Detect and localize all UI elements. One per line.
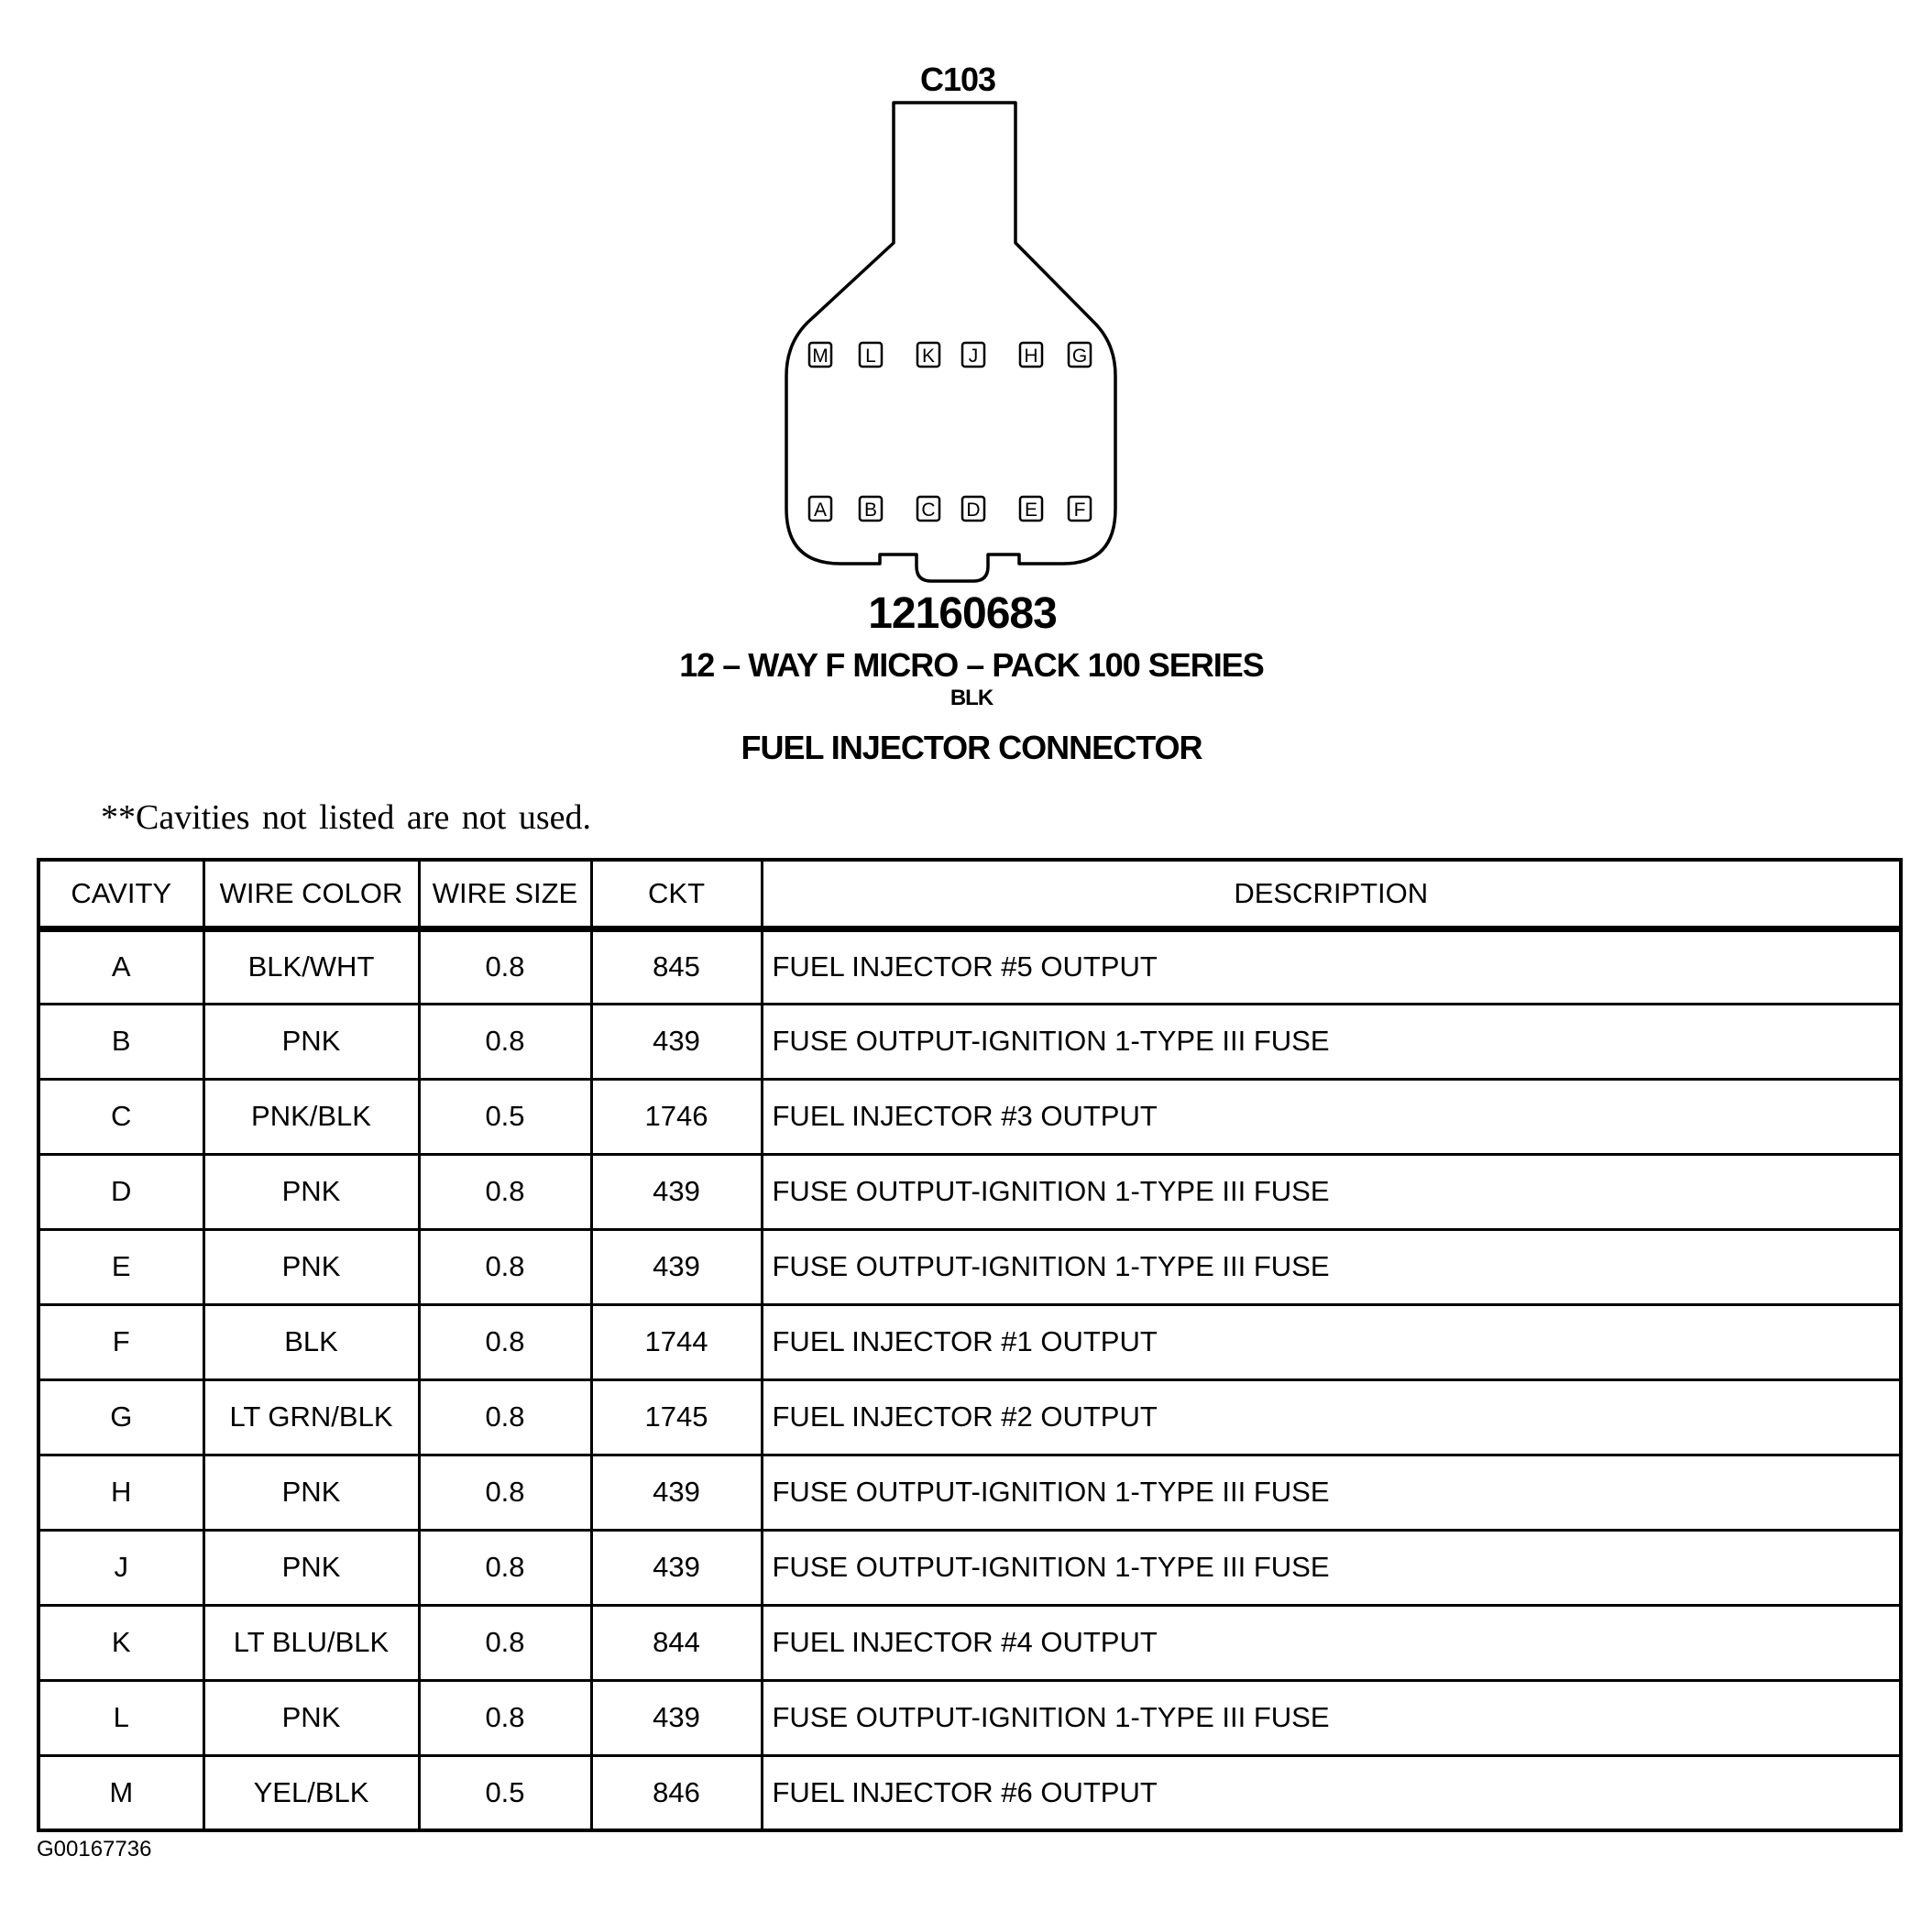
cell-wire-size: 0.8	[419, 1154, 591, 1229]
connector-body-outline	[786, 103, 1115, 581]
cavity-marker	[962, 343, 984, 367]
cavity-marker	[1020, 497, 1042, 521]
table-row	[38, 928, 1901, 1004]
bottom-cavity-row	[809, 497, 1091, 521]
table-row	[38, 1455, 1901, 1530]
cell-ckt: 439	[591, 1004, 762, 1079]
cell-ckt: 439	[591, 1154, 762, 1229]
cell-cavity: D	[38, 1154, 203, 1229]
cell-wire-color: BLK/WHT	[203, 928, 419, 1004]
cell-ckt: 439	[591, 1680, 762, 1755]
part-number-label: 12160683	[868, 589, 1057, 638]
cell-cavity: A	[38, 928, 203, 1004]
cell-wire-size: 0.8	[419, 1379, 591, 1455]
table-row	[38, 1004, 1901, 1079]
header-wire-size: WIRE SIZE	[419, 860, 591, 928]
cavity-marker	[1020, 343, 1042, 367]
cavity-marker	[809, 343, 831, 367]
cell-description: FUEL INJECTOR #4 OUTPUT	[762, 1605, 1901, 1680]
cavity-letter: L	[865, 346, 876, 367]
table-body	[38, 928, 1901, 1830]
header-wire-color: WIRE COLOR	[203, 860, 419, 928]
cell-wire-size: 0.8	[419, 1004, 591, 1079]
table-row	[38, 1379, 1901, 1455]
cell-ckt: 1746	[591, 1079, 762, 1154]
top-cavity-row	[809, 343, 1091, 367]
cell-wire-size: 0.5	[419, 1755, 591, 1830]
connector-id-label: C103	[919, 60, 996, 98]
cell-description: FUSE OUTPUT-IGNITION 1-TYPE III FUSE	[762, 1229, 1901, 1304]
cell-ckt: 439	[591, 1229, 762, 1304]
cell-cavity: F	[38, 1304, 203, 1379]
cell-cavity: C	[38, 1079, 203, 1154]
cavity-marker	[809, 497, 831, 521]
cell-description: FUSE OUTPUT-IGNITION 1-TYPE III FUSE	[762, 1680, 1901, 1755]
cavity-letter: C	[921, 500, 936, 521]
cavity-marker	[860, 343, 882, 367]
cavity-letter: H	[1024, 346, 1038, 367]
cell-wire-color: PNK	[203, 1004, 419, 1079]
cell-description: FUEL INJECTOR #5 OUTPUT	[762, 928, 1901, 1004]
connector-series-label: 12 – WAY F MICRO – PACK 100 SERIES	[679, 646, 1264, 684]
cavity-marker	[1069, 343, 1091, 367]
cavity-pinout-table	[37, 858, 1903, 1832]
cell-description: FUEL INJECTOR #6 OUTPUT	[762, 1755, 1901, 1830]
cavity-letter: J	[968, 346, 979, 367]
cell-cavity: H	[38, 1455, 203, 1530]
table-row	[38, 1605, 1901, 1680]
connector-name-label: FUEL INJECTOR CONNECTOR	[741, 729, 1202, 766]
table-header-row	[38, 860, 1901, 928]
cell-description: FUSE OUTPUT-IGNITION 1-TYPE III FUSE	[762, 1004, 1901, 1079]
cell-description: FUEL INJECTOR #2 OUTPUT	[762, 1379, 1901, 1455]
table-row	[38, 1229, 1901, 1304]
cavity-letter: E	[1024, 500, 1038, 521]
cell-wire-color: PNK	[203, 1680, 419, 1755]
cavity-marker	[962, 497, 984, 521]
cell-wire-color: PNK	[203, 1530, 419, 1605]
header-cavity: CAVITY	[38, 860, 203, 928]
cavity-marker	[1069, 497, 1091, 521]
header-ckt: CKT	[591, 860, 762, 928]
cavity-letter: G	[1071, 346, 1088, 367]
table-row	[38, 1079, 1901, 1154]
figure-id-label: G00167736	[37, 1837, 152, 1862]
cavity-letter: D	[966, 500, 981, 521]
cell-wire-color: PNK	[203, 1154, 419, 1229]
cell-description: FUSE OUTPUT-IGNITION 1-TYPE III FUSE	[762, 1455, 1901, 1530]
unused-cavities-note: **Cavities not listed are not used.	[101, 798, 592, 837]
cavity-marker	[917, 343, 939, 367]
cell-description: FUSE OUTPUT-IGNITION 1-TYPE III FUSE	[762, 1530, 1901, 1605]
cell-wire-size: 0.8	[419, 928, 591, 1004]
cavity-marker	[860, 497, 882, 521]
cell-wire-color: YEL/BLK	[203, 1755, 419, 1830]
cell-wire-size: 0.8	[419, 1455, 591, 1530]
cell-wire-color: PNK	[203, 1455, 419, 1530]
cavity-letter: M	[812, 346, 829, 367]
cell-ckt: 844	[591, 1605, 762, 1680]
cell-cavity: M	[38, 1755, 203, 1830]
connector-color-label: BLK	[950, 686, 993, 710]
cell-cavity: G	[38, 1379, 203, 1455]
cell-ckt: 439	[591, 1530, 762, 1605]
cell-cavity: J	[38, 1530, 203, 1605]
cell-description: FUSE OUTPUT-IGNITION 1-TYPE III FUSE	[762, 1154, 1901, 1229]
cavity-letter: A	[813, 500, 828, 521]
cell-cavity: E	[38, 1229, 203, 1304]
cell-ckt: 1745	[591, 1379, 762, 1455]
table-row	[38, 1680, 1901, 1755]
cell-description: FUEL INJECTOR #1 OUTPUT	[762, 1304, 1901, 1379]
table-row	[38, 1530, 1901, 1605]
cell-ckt: 439	[591, 1455, 762, 1530]
cell-wire-color: PNK/BLK	[203, 1079, 419, 1154]
table-row	[38, 1154, 1901, 1229]
cavity-marker	[917, 497, 939, 521]
cell-ckt: 845	[591, 928, 762, 1004]
cell-wire-size: 0.8	[419, 1530, 591, 1605]
table-row	[38, 1755, 1901, 1830]
cell-description: FUEL INJECTOR #3 OUTPUT	[762, 1079, 1901, 1154]
cell-wire-size: 0.8	[419, 1680, 591, 1755]
cell-ckt: 846	[591, 1755, 762, 1830]
cell-cavity: L	[38, 1680, 203, 1755]
cavity-letter: K	[921, 346, 936, 367]
cell-wire-color: BLK	[203, 1304, 419, 1379]
table-row	[38, 1304, 1901, 1379]
cell-wire-size: 0.8	[419, 1304, 591, 1379]
header-description: DESCRIPTION	[762, 860, 1901, 928]
cell-wire-size: 0.5	[419, 1079, 591, 1154]
cell-wire-color: LT BLU/BLK	[203, 1605, 419, 1680]
cavity-letter: B	[863, 500, 878, 521]
cell-wire-color: PNK	[203, 1229, 419, 1304]
cell-cavity: K	[38, 1605, 203, 1680]
cavity-letter: F	[1073, 500, 1086, 521]
cell-cavity: B	[38, 1004, 203, 1079]
cell-wire-size: 0.8	[419, 1229, 591, 1304]
cell-ckt: 1744	[591, 1304, 762, 1379]
cell-wire-color: LT GRN/BLK	[203, 1379, 419, 1455]
cell-wire-size: 0.8	[419, 1605, 591, 1680]
